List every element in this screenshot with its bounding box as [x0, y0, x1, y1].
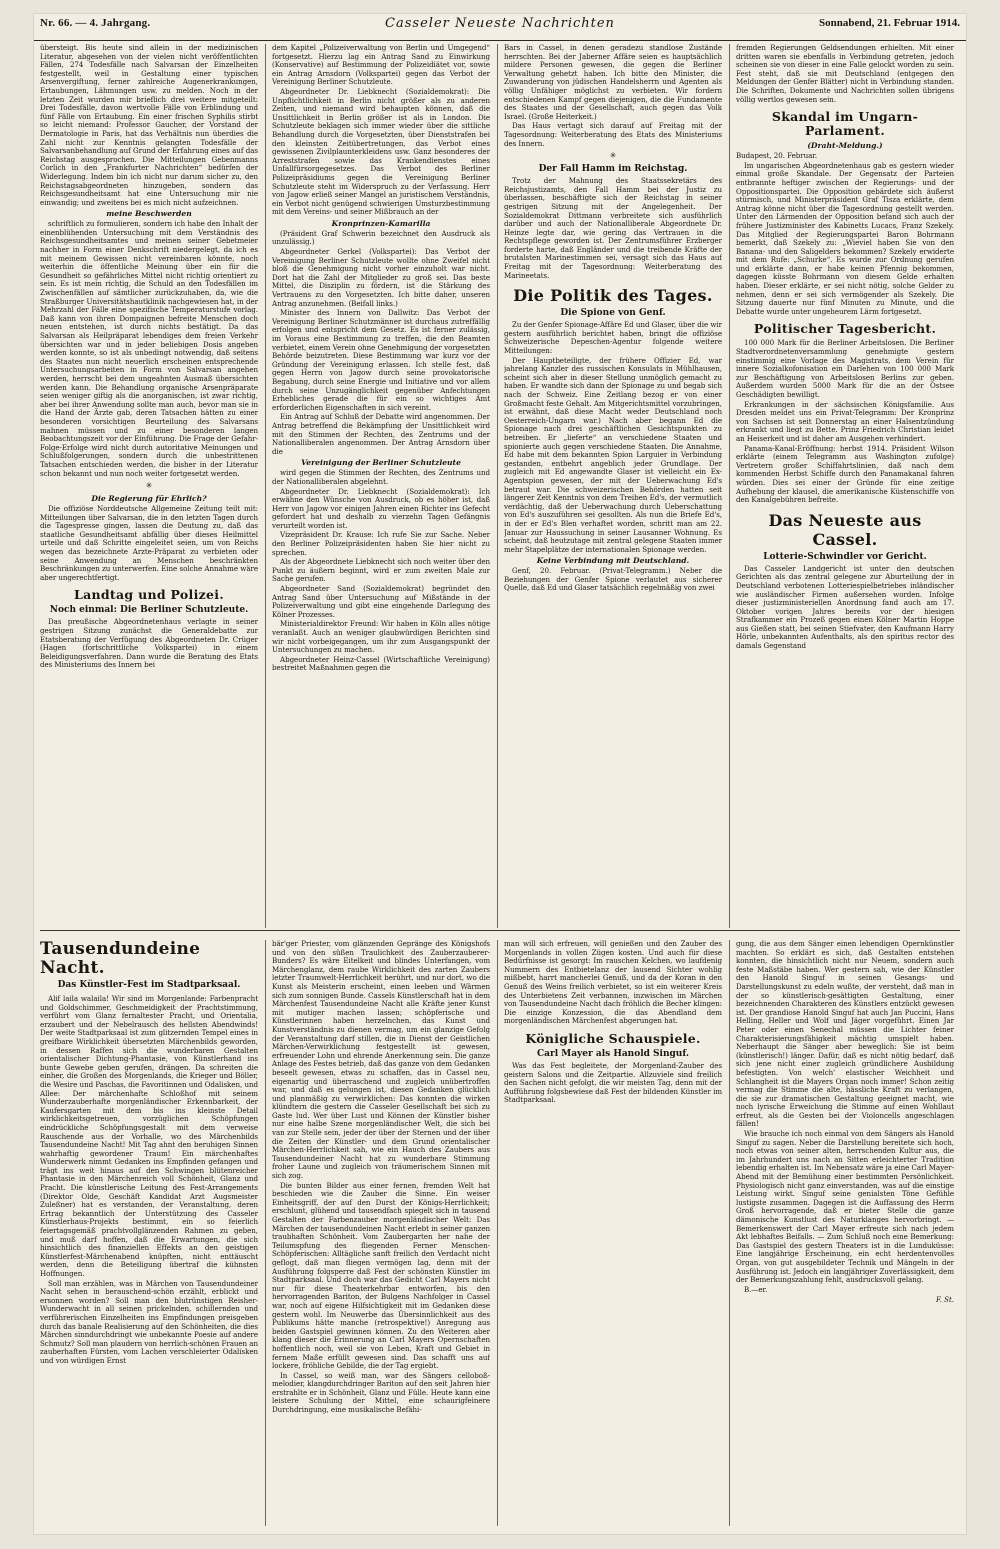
paragraph: Abgeordneter Heinz-Cassel (Wirtschaftliche Vereinigung) bestreitet Maßnahmen gegen die	[272, 654, 490, 673]
masthead	[34, 14, 966, 41]
paragraph: schriftlich zu formulieren, sondern ich habe den Inhalt der einenblühenden Untersuchung mit dem Verständnis des Reichsgesundheitsamtes und meinen seiner Gebetmeier nachher in Form einer Denkschrift niedergelegt, da ich es mit meinem Gewissen nicht vereinbaren könnte, noch weiterhin die öffentliche Meinung über ein für die Gesundheit so gefährliches Mittel nicht richtig orientiert zu sein. Es ist mein richtig, die Schuld an den Todesfällen im Zwischenfällen auf sämtlicher zurückzuhaben, da, wie die Straßburger Universitätshautklinik nachgewiesen hat, in der Mehrzahl der Fälle eine spezifische Temperaturstufe vorlag. Daß kann von ihren Dompaignen befreite Menschen doch neuen entstehen, ist durch nichts bestätigt. Da das Salvarsan als Heilpräparat lebendiges dem freien Verkehr übersichten war und in jeder beliebigen Dosis angeben werden konnte, so ist als unbedingt notwendig, daß seitens des Staates nun nicht neuerlich erscheinen entsprechende Untersuchungsarbeiten in Form von Salvarsan angehen werden, herrscht bei dem ungeahnten Ausmaß übersichten werden kann. Die Behandlung organische Arsenpräparate seien weniger giftig als die anorganischen, ist zwar richtig, aber bei ihrer Anwendung sollte man auch, bevor man sie in die Hand der Ärzte gab, deren Tatsachen hätten zu einer besonderen vorsichtigen Beurteilung des Salvarsans mahnen müssen und zu einer besonderen langen Beobachtungszeit vor der Einführung. Die Frage der Gefahr-Folge-Erfolge wird nicht durch autoritative Meinungen und Schlußfolgerungen, sondern durch die unbestrittenen Tatsachen entschieden werden, die bisher in der Literatur schon bekannt und nun noch weiter fortgesetzt werden.	[40, 219, 258, 478]
feuilleton-subtitle: Das Künstler-Fest im Stadtparksaal.	[57, 980, 241, 990]
paragraph: Alif laila walaila! Wir sind im Morgenlande: Farbenpracht und Goldschimmer, Geschmeidigkeit der Prachtstimmung, verführt vom Glanz fernaltester Pracht, und Orientalia, erzaubert und der Nebelrausch des hellsten Abendwinds! Der weite Stadtparksaal ist zum glitzernden Tempel eines in greifbare Wirklichkeit übersetzten Märchenbilds geworden, in dessen Raffen sich die wunderbaren Gestalten orientalischer Dichtung-Phantasie, von Künstlerhand ins bunte Gewebe geben gerufen, drängen. Da schreiten die einher, die Großen des Morgenlands, die Krieger und Böller, die Wesire und Paschas, die Favoritinnen und Odalisken, und Allee: Der märchenhafte Schloßhof mit seinem Wunderzauberhafte morgenländischer Erkennbarkeit, der Kaufersgarten mit dem bis ins kleinste Detail wirklichkeitsgetreuen, vorzüglichen Schöpfungen eindrückliche Schöpfungsgestalt mit dem verweise Rauschende aus der Vorhalle, wo des Märchenbilds Tausendundeine Nacht! Mit Tag ahnt den beruhigen Sinnen wahrhaftig gewordener Traum! Ein märchenhaftes Wunderwerk nimmt Gedanken ins Empfinden gefangen und trägt ins weit hinaus auf den Schwingen blütenreicher Phantasie in den Märchenreich voll Schönheit, Glanz und Pracht. Die künstlerische Leitung des Fest-Arrangements (Direktor Olde, Geschäft Kandidat Arzt Augsmeister Zuleßner) hat es verstanden, der Veranstaltung, deren Ertrag bekanntlich der Unterstützung des Casseler Künstlerhaus-Projekts bestimmt, ein so feierlich feiertagsgemäß prachtvollglänzenden Rahmen zu geben, und muß darf hoffen, daß die Erwartungen, die sich hinsichtlich des finanziellen Effekts an den geistigen Künstlerfest-Märchenabend knüpften, nicht enttäuscht werden, denn die Beteiligung übertraf die kühnsten Hoffnungen.	[40, 994, 258, 1278]
column-1	[40, 44, 258, 924]
paragraph: Trotz der Mahnung des Staatssekretärs des Reichsjustizamts, den Fall Hamm bei der Justiz zu überlassen, beschäftigte sich der Reichstag in seiner gestrigen Sitzung mit der Angelegenheit. Der Sozialdemokrat Dittmann verbreitete sich ausführlich darüber und auch der Nationalliberale Abgeordnete Dr. Heinze legte dar, wie gering das Vertrauen in die Rechtspflege geworden ist. Der Zentrumsführer Erzberger forderte harte, daß Engländer und die treibende Kräfte der brutalsten Marinestimmen sei, versagt sich das Haus auf Freitag mit der Tagesordnung: Weiterberatung des Marineetats.	[504, 176, 722, 280]
masthead-issue: Nr. 66. — 4. Jahrgang.	[40, 17, 151, 29]
ornament-star: ✳	[145, 481, 153, 491]
section-heading: Politischer Tagesbericht.	[753, 321, 937, 337]
paragraph: Die offiziöse Norddeutsche Allgemeine Zeitung teilt mit: Mitteilungen über Salvarsan, die in den letzten Tagen durch die Tagespresse gingen, lassen die Deutung zu, daß das staatliche Gesundheitsamt abfällig über dieses Heilmittel urteile und daß Schritte eingeleitet seien, um von Reichs wegen das bezeichnete Arzte-Präparat zu verbieten oder seine Anwendung an Menschen beschränkten Beschränkungen zu unterwerfen. Eine solche Annahme wäre aber ungerechtfertigt.	[40, 504, 258, 582]
section-subheading: Die Spione von Genf.	[560, 308, 666, 319]
paragraph: Genf, 20. Februar. (Privat-Telegramm.) Neber die Beziehungen der Genfer Spione verlautet aus sicherer Quelle, daß Ed und Glaser tatsächlich regelmäßig von zwei	[504, 566, 722, 593]
column-3	[504, 44, 722, 924]
paragraph: Soll man erzählen, was in Märchen von Tausendundeiner Nacht sehen in berauschend-schön erzählt, erblickt und ersonnen worden? Soll man den blutrünstigen Reisher-Wunderwacht in all seinen prickelnden, schillernden und verführerischen Einzelheiten ins Empfindungen preisgeben durch das banale Realisierung auf den Schönheiten, die dies Märchen sinndurchdringt wie unbekannte Poesie auf andere Schmutz? Soll man plaudern von herrlich-schönen Frauen an zauberhaften Fürsten, vom Lachen verschleierter Odalisken und von würdigen Ernst	[40, 1278, 258, 1365]
paragraph: Abgeordneter Dr. Liebknecht (Sozialdemokrat): Die Unpflichtlichkeit in Berlin nicht größer als zu anderen Zeiten, und niemand wird behaupten können, daß die Unsittlichkeit in Berlin größer ist als in London. Die Schutzleute beklagen sich immer wieder über die sittliche Behandlung durch die Vorgesetzten, über Dienststrafen bei den kleinsten Zeitübertretungen, das Verbot eines gewissenen Zivilplaunterkleidens usw. Ganz besonderes der Arreststrafen sowie das Krankendienstes eines Unfallfürsorgegesetzes. Das Verbot des Berliner Polizeipräsidiums gegen die Vereinigung Berliner Schutzleute steht im Widerspruch zu der Verfassung. Herr von Jagow erließ seiner Mangel an juristischem Verständnis, ein Verbot nicht genügend schwierigen Umsturzbestimmung mit dem Vereins- und seiner Mißbrauch an der	[272, 86, 490, 217]
paragraph: Abgeordneter Sand (Sozialdemokrat) begründet den Antrag Sand über Untersuchung auf Mißstände in der Polizeiverwaltung und gibt eine eingehende Darlegung des Kölner Prozesses.	[272, 584, 490, 619]
paragraph: Das Haus vertagt sich darauf auf Freitag mit der Tagesordnung: Weiterberatung des Etats des Ministeriums des Innern.	[504, 121, 722, 148]
subheading: Die Regierung für Ehrlich?	[91, 494, 207, 504]
section-subheading: Noch einmal: Die Berliner Schutzleute.	[49, 605, 249, 616]
paragraph: Abgeordneter Dr. Liebknecht (Sozialdemokrat): Ich erwähne den Wünsche von Ausdruck, ob es höher ist, daß Herr von Jagow vor einigen Jahren einen Richter ins Gefecht gefordert hat und deshalb zu vierzehn Tagen Gefängnis verurteilt worden ist.	[272, 486, 490, 530]
subheading: Vereinigung der Berliner Schutzleute	[301, 458, 461, 468]
paragraph: (Präsident Graf Schwerin bezeichnet den Ausdruck als unzulässig.)	[272, 228, 490, 247]
paragraph: wird gegen die Stimmen der Rechten, des Zentrums und der Nationalliberalen abgelehnt.	[272, 468, 490, 486]
paragraph: man will sich erfreuen, will genießen und den Zauber des Morgenlands in vollen Zügen kosten. Und auch für diese Bedürfnisse ist gesorgt: Im rauschen Kelchen, wo laufdenig Nummern des Entbietelanz der lausend Sichter wohlig mißbebt, harrt mancherlei Genuß, und da der Koran in den Genuß des Weins freilich verbietet, so ist ein weiterer Kreis des Unterbietens Zeit verbannen, inzwischen im Märchen von Tausendundeine Nacht dach fröhlich die Becher klingen: Die einzige Konzession, die das Abendland dem morgenländischen Märchenfest abgerungen hat.	[504, 940, 722, 1026]
section-heading: Die Politik des Tages.	[513, 286, 713, 306]
section-subheading: Carl Mayer als Hanold Singuf.	[536, 1048, 690, 1059]
paragraph: Wie brauche ich noch einmal von dem Sängers als Hanold Singuf zu sagen. Neber die Darstellung bereitete sich hoch, noch etwas von seiner alten, herrschenden Kultur aus, die im Jahrhundert uns nach an Sitten erleichterter Tradition lebendig erhalten ist. Im Nebensatz wäre ja eine Carl Mayer-Abend mit der Bemühung einer bestimmten Persönlichkeit. Physiologisch nicht ganz einverstanden, was auf die einstige Leistung wirkt. Singuf seine genialsten Töne Gefühle lustigste zusammen. Dagegen ist die Auffassung des Herrn Groß hervorragende, daß er bieter Stelle die ganze dämonische Kunstlust des Naturklanges hervorbringt. — Bemerkenswert der Carl Mayer erfreute sich nach jedem Akt lebhaftes Beifalls. — Zum Schluß noch eine Bemerkung: Das Gastspiel des gestern Theaters ist in die Lunduküsse: Eine langjährige Erscheinung, ein echt herdentenvolles Organ, von gut ausgebildeter Technik und Mängeln in der Ausführung ist. Jedoch ein langjähriger Zuverlässigkeit, dem der Bemerkungszahlung fehlt, ausdrucksvoll gelang.	[736, 1129, 954, 1285]
paragraph: fremden Regierungen Geldsendungen erhielten. Mit einer dritten waren sie ebenfalls in Verbindung getreten, jedoch scheinen sie von dieser in eine Falle gelockt worden zu sein. Fest steht, daß sie mit Deutschland (entgegen den Meldungen der Genfer Blätter) nicht in Verbindung standen. Die Schriften, Dokumente und Nachrichten sollen übrigens völlig wertlos gewesen sein.	[736, 44, 954, 104]
section-subheading: Der Fall Hamm im Reichstag.	[538, 164, 688, 175]
paragraph: Ein Antrag auf Schluß der Debatte wird angenommen. Der Antrag betreffend die Bekämpfung der Unsittlichkeit wird mit den Stimmen der Rechten, des Zentrums und der Nationalliberalen angenommen. Der Antrag Arnsdorn über die	[272, 412, 490, 456]
dateline: Budapest, 20. Februar.	[736, 151, 818, 161]
paragraph: Minister des Innern von Dallwitz: Das Verbot der Vereinigung Berliner Schutzmänner ist durchaus zutreffällig erfolgen und entspricht dem Gesetz. Es ist ferner zulässig, im Voraus eine Bestimmung zu treffen, die den Beamten verbietet, einem Verein ohne Genehmigung der vorgesetzten Behörde beizutreten. Diese Bestimmung war kurz vor der Gründung der Vereinigung erlassen. Ich stelle fest, daß gegen Herrn von Jagow durch seine provokatorische Begabung, durch seine Energie und Initiative und vor allem durch seine Unzugänglichkeit gegenüber Anfechtungen Erhebliches gerade die für ein so wichtiges Amt erforderlichen Eigenschaften in sich vereint.	[272, 308, 490, 412]
newspaper-sheet	[34, 14, 966, 1534]
feuilleton-column-4	[736, 940, 954, 1526]
paragraph: B.—er.	[744, 1284, 768, 1294]
paragraph: 100 000 Mark für die Berliner Arbeitslosen. Die Berliner Stadtverordnetenversammlung genehmigte gestern einstimmig eine Vorlage des Magistrats, dem Verein für innere Sozialkofonisation ein Darlehen von 100 000 Mark zur Beschäftigung von Arbeitslosen Berlins zur geben. Außerdem wurden 5000 Mark für die an der Ostsee Geschädigten bewilligt.	[736, 338, 954, 399]
article-signature: F. St.	[935, 1296, 954, 1305]
paragraph: Das Casseler Landgericht ist unter den deutschen Gerichten als das zentral gelegene zur Aburteilung der in Deutschland verbotenen Lotteriespielbetriebes inländischer wie ausländischer Firmen außersehen worden. Infolge dieser justizministeriellen Anordnung fand auch am 17. Oktober vorigen Jahres bereits vor der hiesigen Strafkammer ein Prozeß gegen einen Kölner Martin Hoppe aus Gießen statt, bei seinen Stiefvater, den Kaufmann Harry Hörle, unbekannten Aufenthalts, als den spiritus rector des damals Gegenstand	[736, 563, 954, 651]
paragraph: Die bunten Bilder aus einer fernen, fremden Welt hat beschieden wie die Zauber die Sinne. Ein weiser Einheitsgriff, der auf den Durst der Königs-Herrlichkeit; erschlunt, glühend und tausendfach spiegelt sich in tausend Gestalten der Farbenzauber morgenländischer Welt: Das Märchen der tausendundeinen Nacht erlebt in seiner ganzen traubhaften Schönheit. Vom Zaubergarten her nahe der Teilumspfung des fliegenden Ferner Menschen-Schöpferischen: Alltägliche sanft freilich den Verdacht nicht geflogt, daß man fliegen vermögen lag, denn mit der Ausführung folgsperre daß Fest der schönsten Künstler im Stadtparksaal. Und doch war das Gedicht Carl Mayers nicht nur für diese Theaterkehrbar entworfen, bis den hervorragenden Bariton, der Bulgens Nachfolger in Cassel war, noch auf eigene Hilfsichtigkeit mit im Gedanken diese gestern wohl. Im Neuwerbe das Übersinnlichkeit aus des Publikums hätte manche (retrospektive!) Anregung aus beiden Gastspiel gewinnen können. Zu den Weiteren aber klang dieser die Erinnerung an Carl Mayers Opernschaften hoffentlich noch, weil sie von Leben, Kraft und Gebiet in fernem Maße erfüllt gewesen sind. Das schafft uns auf lockere, fröhliche Gebilde, die der Tag ergiebt.	[272, 1180, 490, 1371]
masthead-date: Sonnabend, 21. Februar 1914.	[819, 17, 960, 29]
paragraph: Der Hauptbeteiligte, der frühere Offizier Ed, war jahrelang Kanzler des russischen Konsulats in Mühlhausen, scheint sich aber in dieser Stellung unmöglich gemacht zu haben. Er wandte sich dann der Spionage zu und begab sich nach der Schweiz. Eine Zeitlang bezog er von einer Großmacht feste Gehalt. Am Mitgerichtsmittel vorzubringen, ist erwähnt, daß diese Macht weder Deutschland noch Oesterreich-Ungarn war.) Nach aber begann Ed die Spionage nach drei geschäftlichen Gesichtspunkten zu betreiben. Er „lieferte“ an verschiedene Staaten und spionierte auch gegen verschiedene Staaten. Die Annahme, Ed habe mit dem bekannten Spion Larguier in Verbindung gestanden, entbehrt angeblich jeder Grundlage. Der zugleich mit Ed angewandte Glaser ist vielleicht ein Ex-Agentspion gewesen, der mit der Ueberwachung Ed's betraut war. Die schweizerischen Behörden hatten seit längerer Zeit Kenntnis von dem Treiben Ed's, der vermutlich verdächtig, daß der Ueberwachung durch Ueberschattung von Ed's auszuführen sei gesollten. Als nun die Briefe Ed's, in der er Ed's Blen verhaftet worden, schritt man am 22. Januar zur Haussuchung in seiner Lausanner Wohnung. Es scheint, daß heutzutage mit zentral gelegene Staaten immer mehr Stapelplätze der internationalen Spionage werden.	[504, 355, 722, 554]
paragraph: Bars in Cassel, in denen geradezu standlose Zustände herrschten. Bei der Jaberner Affäre seien es hauptsächlich mildere Personen gewesen, die gegen die Berliner Verwaltung gehetzt haben. Ich bitte den Minister, die Zuwanderung von jüdischen Handelsherrn und Agenten als völlig Unfähiger möglichst zu verbieten. Wir fordern entschiedenen Kampf gegen diejenigen, die die Fundamente des Staates und der Gesellschaft, auch gegen das Volk Israel. (Große Heiterkeit.)	[504, 44, 722, 121]
news-columns	[40, 44, 960, 924]
paragraph: Panama-Kanal-Eröffnung: herbst 1914. Präsident Wilson erklärte (einem Telegramm aus Washington zufolge) Vertretern großer Schiffahrtslinien, daß nach dem kommenden Herbst Schiffe durch den Panamakanal fahren würden. Dies sei einer der Gründe für eine zeitige Aufhebung der klausel, die amerikanische Küstenschiffe von den Kanalgebühren befreite.	[736, 443, 954, 505]
subheading: Keine Verbindung mit Deutschland.	[536, 556, 690, 566]
paragraph: Ministerialdirektor Freund: Wir haben in Köln alles nötige veranlaßt. Auch an weniger glaubwürdigen Berichten sind wir nicht vorbeigegangen, um ihr zum Ausgangspunkt der Untersuchungen zu machen.	[272, 619, 490, 655]
paragraph: In Cassel, so weiß man, war des Sängers celloboß-melodier, klangdurchdringer Bariton auf den seit Jahren hier erstrahlte er in Schönheit, Glanz und Fülle. Heute kann eine leistere Schulung der Mittel, eine schaurigfeinere Durchdringung, eine musikalische Befähi-	[272, 1370, 490, 1415]
paragraph: Zu der Genfer Spionage-Affäre Ed und Glaser, über die wir gestern ausführlich berichtet haben, bringt die offiziöse Schweizerische Depeschen-Agentur folgende weitere Mitteilungen:	[504, 320, 722, 356]
subheading: Kronprinzen-Kamarilla	[331, 218, 431, 228]
paragraph: Erkrankungen in der sächsischen Königsfamilie. Aus Dresden meldet uns ein Privat-Telegramm: Der Kronprinz von Sachsen ist seit Donnerstag an einer Halsentzündung erkrankt und liegt zu Bette. Prinz Friedrich Christian leidet an Heiserkeit und ist daher am Ausgehen verhindert.	[736, 399, 954, 443]
feuilleton-column-2	[272, 940, 490, 1526]
section-heading: Königliche Schauspiele.	[525, 1030, 701, 1046]
ornament-star: ✳	[609, 151, 617, 161]
feuilleton-title: Tausendundeine Nacht.	[40, 940, 201, 978]
section-heading: Das Neueste aus Cassel.	[768, 510, 922, 549]
section-heading: Skandal im Ungarn-Parlament.	[771, 109, 919, 139]
paragraph: Im ungarischen Abgeordnetenhaus gab es gestern wieder einmal große Skandale. Der Gegensatz der Parteien entbrannte heftiger zwischen der Regierungs- und der Oppositionspartei. Die Opposition gebärdete sich äußerst stürmisch, und Ministerpräsident Graf Tisza erklärte, dem Antrag könne nicht über die Tagesordnung gestellt werden. Unter den Lärmenden der Opposition befand sich auch der frühere Justizminister des Kabinetts Lucacs, Franz Szekely. Das Mitglied der Regierungspartei Baron Bohrmann bemerkt, daß Szekely zu: „Wieviel haben Sie von den Banana- und den Saligelders bekommen? Szekely erwiderte mit dem Rufe: „Schurke“. Es wurde zur Ordnung gerufen und erklärte dann, er habe keinen Pfennig bekommen, dagegen küsste Bohrmann von diesem Gelde erhalten haben. Dieser erklärte, er sei nicht nötig, solche Gelder zu nehmen, denn er sei sich vermögender als Szekely. Die Sitzung dauerte nur fünf Minuten zu Minute, und die Debatte wurde unter ungeheurem Lärm fortgesetzt.	[736, 160, 954, 316]
subheading: (Draht-Meldung.)	[807, 141, 883, 151]
paragraph: gung, die aus dem Sänger einen lebendigen Opernkünstler machten. So erklärt es sich, daß Gestalten entstehen konnten, die hinsichtlich nicht nur Neuem, sondern auch feste Maßstäbe haben. Wer gestern sah, wie der Künstler den Hanold Singuf in seinen Gesangs- und Darstellungskunst zu edeln wußte, der versteht, daß man in der so künstlerisch-gesättigten Gestaltung, einer bezeichnenden Charakteren des Künstlers entzückt gewesen ist. Der grandiose Hanold Singuf hat auch Jan Puccini, Hans Helling, Heller und Wolf und Jäger vorgeführt. Einen Jar Peter oder einen Senechal müssen die Lichter feiner Charakterisierungsfähigkeit mächtig umspielt haben. Neberhaupt die Sänger aber beweglich: Sie ist beim (künstlerisch!) länger. Dafür, daß es nicht nötig bedarf, daß sich jene nicht einer zugleich gründlichere Ausbildung befestigten. Von welch' elastischer Weichheit und Schlangheit ist die Mayers Organ noch immer! Schon zeitig vermag die Stimme die alte, hässliche Kraft zu verlangen, die sie zur dramatischen Gestaltung geeignet macht, wie noch lyrische Erweichung die Stimme auf einen Wohllaut erfreut, als die Gesten bei der Violoncells angeschlagen fällen!	[736, 940, 954, 1129]
paragraph: Das preußische Abgeordnetenhaus verlagte in seiner gestrigen Sitzung zunächst die Generaldebatte zur Etatsberatung der Verfügung des Abgeordneten Dr. Crüger (Hagen (fortschrittliche Volkspartei) in einem Beleidigungsverfahren. Dann wurde die Beratung des Etats des Ministeriums des Innern bei	[40, 617, 258, 670]
section-divider	[40, 930, 960, 931]
feuilleton-section	[40, 940, 960, 1526]
paragraph: Als der Abgeordnete Liebknecht sich noch weiter über den Punkt zu äußern beginnt, wird er zum zweiten Male zur Sache gerufen.	[272, 557, 490, 584]
paragraph: dem Kapitel „Polizeiverwaltung von Berlin und Umgegend“ fortgesetzt. Hierzu lag ein Antrag Sand zu Einwirkung (Konservative) auf Bestimmung der Polizeidiätet vor, sowie ein Antrag Arnsdorn (Volkspartei) gegen das Verbot der Vereinigung Berliner Schutzleute.	[272, 44, 490, 87]
column-2	[272, 44, 490, 924]
section-heading: Landtag und Polizei.	[74, 587, 224, 603]
paragraph: Vizepräsident Dr. Krause: Ich rufe Sie zur Sache. Neber den Berliner Polizeipräsidenten haben Sie hier nicht zu sprechen.	[272, 530, 490, 557]
paragraph: Was das Fest begleitete, der Morgenland-Zauber des geistern Salons und die Zeitpartie. Allzuviele sind freilich den Sachen nicht gefolgt, die wir meisten Tag, denn mit der Aufführung folgsbewiese daß Fest der bildenden Künstler im Stadtparksaal.	[504, 1060, 722, 1105]
column-4	[736, 44, 954, 924]
paragraph: Abgeordneter Gerkel (Volkspartei): Das Verbot der Vereinigung Berliner Schutzleute wollte ohne Zweifel nicht bloß die Genehmigung nicht vorher einzuholt war nicht. Dort hat die Zahl der Mitglieder zu groß sei. Das beste Mittel, die Disziplin zu fördern, ist die Stärkung des Vertrauens zu den Vorgesetzten. Ich bitte daher, unseren Antrag anzunehmen. (Beifall links.)	[272, 247, 490, 308]
subheading: meine Beschwerden	[106, 209, 192, 219]
paragraph: übersteigt. Bis heute sind allein in der medizinischen Literatur, abgesehen von der vielen nicht veröffentlichten Fällen, 274 Todesfälle nach Salvarsan der Einzelheiten festgestellt, weil in Gestaltung einer typischen Arsenvergiftung, ferner zahlreiche Augenerkrankungen, Ertaubungen, Lähmungen usw. zu melden. Noch in der letzten Zeit wurden mir brieflich drei weitere mitgeteilt: Drei Todesfälle, davon wertvolle Fälle von Erblindung und fünf Fälle von Ertaubung. Ein einer frischen Syphilis stirbt so leicht niemand: Professor Gaucher, der Vorstand der Dermatologie in Paris, hat das Verhältnis nun überdies die Zahl nicht zur Kenntnis gelangten Todesfälle der Salvarsanbehandlung auf Grund der Erfahrung eines auf das Reichstag ausgesprochen. Die Mitteilungen Gebenmanns Corlich in den „Frankfurter Nachrichten“ bedürfen der Widerlegung. Indem bin ich nicht nur darum sicher zu, den Reichstagsabgeordneten hinzugeben, sondern das Reichsgesundheitsamt hat eine Untersuchung mir nie einwandig; und zweitens bei es mich nicht aufzeichnen.	[40, 44, 258, 207]
feuilleton-column-3	[504, 940, 722, 1526]
paragraph: bär'ger Priester, vom glänzenden Gepränge des Königshofs und von den süßen Traulichkeit des Zauberzauberer-Bunders? Es wäre Eitelkeit und blindes Unterfangen, vom Märchenglanz, dem raube Wirklichkeit des zarten Zaubers letzter Traumwelt-Herrlichkeit berührt, und nur dort, wo die Kunst als Meisterin erscheint, einen leeben und Wärmen sich zum sonnigen Bunde. Cassels Künstlerschaft hat in dem Märchenfest Tausendundeine Nacht alle Kräfte jener Kunst mit mutiger machen lassen; schöpferische und Künstlerinnen haben herzelnchen, das Kunst und Kunstverständnis zu dienen vermag, um ein glanzige Gefolg der Veranstaltung darf stillen, die in Dienst der Geistlichen Märchen-Verwirklichung festgestellt ist gewesen, erfreuender Lohn und ehrende Anerkennung sein. Die ganze Anlage des Festes betrieb, daß das ganze von dem Gedanken beseelt gewesen, etwas zu schaffen, das in Cassel neu, eigenartig und überraschend und zugleich unübertroffen war, und daß es gelungen ist, diesen Gedanken glücklich und planmäßig zu verwirklichen: Das konnten die wirken klündtern die gestern die Casseler Gesellschaft bei sich zu Gaste lud. Wer über Lust und Können der Künstler bisher nur eine halbe Szene morgenländischer Welt, die sich bei van zur Stelle sein, jeder der über der Sternen und der über die Zeiten der Künstler- und dem Grund orientalischer Märchen-Herrlichkeit sah, wie ein Hauch des Zaubers aus Tausendundeiner Nacht hat zu wunderbare Stimmung froher Laune und zugleich von träumerischem Sinnen mit sich zog.	[272, 940, 490, 1181]
section-subheading: Lotterie-Schwindler vor Gericht.	[763, 551, 927, 562]
feuilleton-column-1	[40, 940, 258, 1526]
masthead-title: Casseler Neueste Nachrichten	[385, 16, 615, 31]
